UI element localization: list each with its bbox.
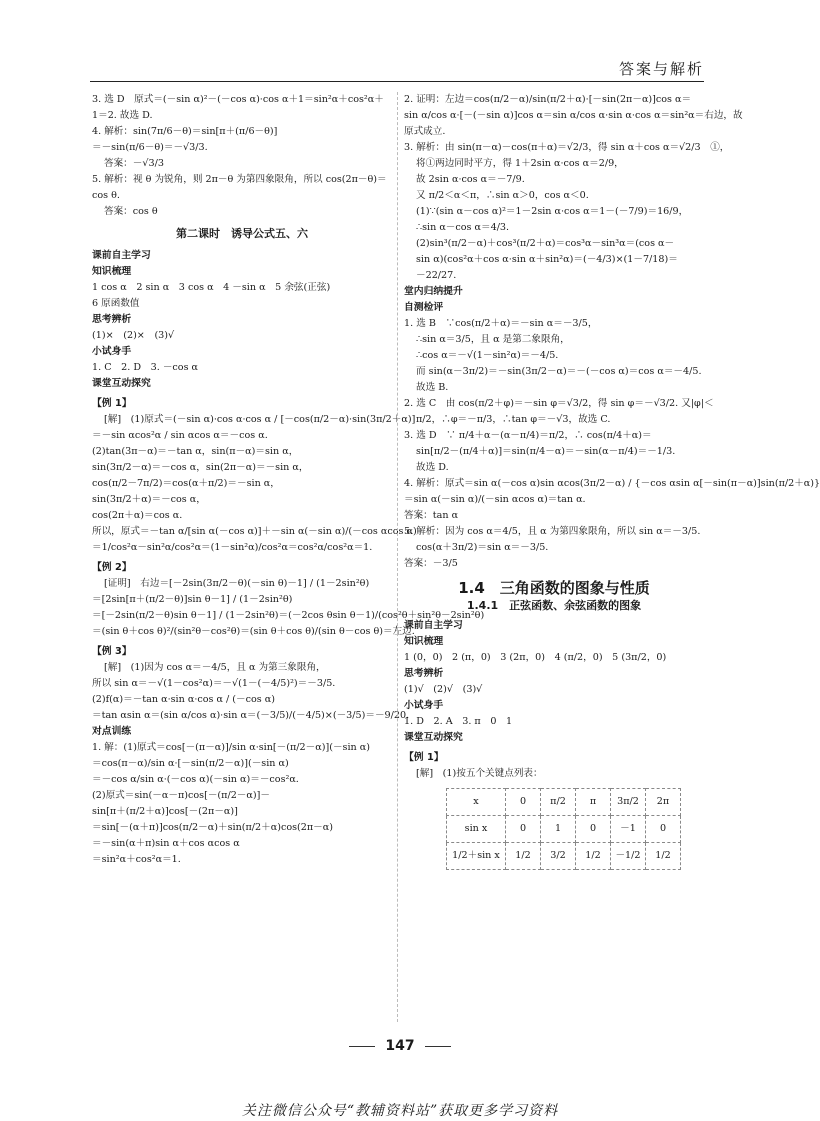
right-line: 原式成立.	[404, 126, 446, 137]
right-line: 故选 D.	[416, 462, 449, 473]
left-line: ＝－sin αcos²α / sin αcos α＝－cos α.	[92, 430, 268, 441]
right-line: 故选 B.	[416, 382, 449, 393]
right-line: 1. 选 B ∵cos(π/2＋α)＝－sin α＝－3/5，	[404, 318, 598, 329]
left-line: 6 原函数值	[92, 298, 140, 309]
left-line: 1＝2. 故选 D.	[92, 110, 153, 121]
table-cell: 3/2	[541, 843, 576, 870]
left-line: ＝－cos α/sin α·(－cos α)(－sin α)＝－cos²α.	[92, 774, 299, 785]
right-line: (1)∵(sin α－cos α)²＝1－2sin α·cos α＝1－(－7/9)＝16/9，	[416, 206, 689, 217]
left-line: 3. 选 D 原式＝(－sin α)²－(－cos α)·cos α＋1＝sin²α＋cos²α＋	[92, 94, 384, 105]
left-line: ＝[2sin[π＋(π/2－θ)]sin θ－1] / (1－2sin²θ)	[92, 594, 293, 605]
right-line: sin[π/2－(π/4＋α)]＝sin(π/4－α)＝－sin(α－π/4)＝－1/3.	[416, 446, 676, 457]
left-line: 【例 3】	[92, 646, 132, 657]
key-points-table	[446, 788, 681, 870]
right-line: [解] (1)按五个关键点列表：	[416, 768, 543, 779]
right-line: 小试身手	[404, 700, 444, 711]
right-line: 知识梳理	[404, 636, 444, 647]
table-cell: 3π/2	[611, 789, 646, 816]
right-line: 自测检评	[404, 302, 444, 313]
left-line: ＝1/cos²α－sin²α/cos²α＝(1－sin²α)/cos²α＝cos²α/cos²α＝1.	[92, 542, 373, 553]
left-line: sin(3π/2＋α)＝－cos α，	[92, 494, 206, 505]
left-line: 知识梳理	[92, 266, 132, 277]
table-cell: 0	[576, 816, 611, 843]
page-number-dash-left	[349, 1046, 375, 1047]
table-cell: 1/2＋sin x	[447, 843, 506, 870]
table-cell: π/2	[541, 789, 576, 816]
left-line: 所以 sin α＝－√(1－cos²α)＝－√(1－(－4/5)²)＝－3/5.	[92, 678, 336, 689]
header-label: 答案与解析	[618, 60, 704, 78]
right-line: 答案：－3/5	[404, 558, 458, 569]
right-column-lines	[404, 92, 820, 782]
left-line: 1. C 2. D 3. －cos α	[92, 362, 199, 373]
table-cell: 0	[506, 789, 541, 816]
right-line: 将①两边同时平方，得 1＋2sin α·cos α＝2/9，	[416, 158, 624, 169]
left-line: ＝sin²α＋cos²α＝1.	[92, 854, 181, 865]
header-rule	[90, 81, 704, 82]
right-line: 2. 证明：左边＝cos(π/2－α)/sin(π/2＋α)·[－sin(2π－α)]cos α＝	[404, 94, 692, 105]
right-column	[404, 92, 820, 870]
left-line: 所以，原式＝－tan α/[sin α(－cos α)]＋－sin α(－sin α)/(－cos αcos α)	[92, 526, 417, 537]
left-line: [解] (1)因为 cos α＝－4/5，且 α 为第三象限角，	[104, 662, 326, 673]
table-cell: π	[576, 789, 611, 816]
left-line: ＝cos(π－α)/sin α·[－sin(π/2－α)](－sin α)	[92, 758, 289, 769]
right-line: 堂内归纳提升	[404, 286, 463, 297]
table-cell: 2π	[646, 789, 681, 816]
left-line: 【例 1】	[92, 398, 132, 409]
right-line: 答案：tan α	[404, 510, 459, 521]
right-line: (2)sin³(π/2－α)＋cos³(π/2＋α)＝cos³α－sin³α＝(cos α－	[416, 238, 675, 249]
page-number-dash-right	[425, 1046, 451, 1047]
left-line: ＝sin[－(α＋π)]cos(π/2－α)＋sin(π/2＋α)cos(2π－α)	[92, 822, 333, 833]
right-line: 1.4 三角函数的图象与性质	[458, 579, 650, 597]
left-line: ＝[－2sin(π/2－θ)sin θ－1] / (1－2sin²θ)＝(－2cos θsin θ－1)/(cos²θ＋sin²θ－2sin²θ)	[92, 610, 485, 621]
right-line: 1.4.1 正弦函数、余弦函数的图象	[466, 599, 642, 612]
left-line: (2)原式＝sin(－α－π)cos[－(π/2－α)]－	[92, 790, 270, 801]
table-cell: x	[447, 789, 506, 816]
right-line: 5. 解析：因为 cos α＝4/5，且 α 为第四象限角，所以 sin α＝－3/5.	[404, 526, 701, 537]
right-line: 1 (0，0) 2 (π，0) 3 (2π，0) 4 (π/2，0) 5 (3π/2，0)	[404, 652, 667, 663]
right-line: π/2，∴φ＝－π/3，∴tan φ＝－√3，故选 C.	[416, 414, 611, 425]
left-line: ＝(sin θ＋cos θ)²/(sin²θ－cos²θ)＝(sin θ＋cos θ)/(sin θ－cos θ)＝左边.	[92, 626, 415, 637]
left-line: ＝－sin(π/6－θ)＝－√3/3.	[92, 142, 208, 153]
left-line: (2)tan(3π－α)＝－tan α，sin(π－α)＝sin α，	[92, 446, 299, 457]
left-line: 课堂互动探究	[92, 378, 151, 389]
table-row	[447, 816, 681, 843]
right-line: 3. 解析：由 sin(π－α)－cos(π＋α)＝√2/3，得 sin α＋cos α＝√2/3 ①，	[404, 142, 730, 153]
right-line: sin α)(cos²α＋cos α·sin α＋sin²α)＝(－4/3)×(1－7/18)＝	[416, 254, 678, 265]
table-cell: 1/2	[576, 843, 611, 870]
left-line: 答案：cos θ	[104, 206, 158, 217]
right-line: 思考辨析	[404, 668, 444, 679]
right-line: －22/27.	[416, 270, 457, 281]
right-line: 3. 选 D ∵ π/4＋α－(α－π/4)＝π/2，∴ cos(π/4＋α)＝	[404, 430, 652, 441]
right-line: cos(α＋3π/2)＝sin α＝－3/5.	[416, 542, 549, 553]
table-cell: sin x	[447, 816, 506, 843]
right-line: ∴cos α＝－√(1－sin²α)＝－4/5.	[416, 350, 559, 361]
left-line: cos(2π＋α)＝cos α.	[92, 510, 183, 521]
table-cell: 1/2	[506, 843, 541, 870]
left-line: 答案：－√3/3	[104, 158, 164, 169]
left-line: 1. 解：(1)原式＝cos[－(π－α)]/sin α·sin[－(π/2－α)](－sin α)	[92, 742, 370, 753]
left-line: 1 cos α 2 sin α 3 cos α 4 －sin α 5 余弦(正弦)	[92, 282, 331, 293]
table-row	[447, 789, 681, 816]
left-line: 4. 解析：sin(7π/6－θ)＝sin[π＋(π/6－θ)]	[92, 126, 278, 137]
right-line: 故 2sin α·cos α＝－7/9.	[416, 174, 525, 185]
right-line: 2. 选 C 由 cos(π/2＋φ)＝－sin φ＝√3/2，得 sin φ＝－√3/2. 又|φ|＜	[404, 398, 714, 409]
left-line: sin[π＋(π/2＋α)]cos[－(2π－α)]	[92, 806, 238, 817]
right-line: ∴sin α＝3/5，且 α 是第二象限角，	[416, 334, 570, 345]
left-line: 对点训练	[92, 726, 132, 737]
left-line: 小试身手	[92, 346, 132, 357]
left-line: ＝－sin(α＋π)sin α＋cos αcos α	[92, 838, 240, 849]
table-cell: －1	[611, 816, 646, 843]
right-line: ＝sin α(－sin α)/(－sin αcos α)＝tan α.	[404, 494, 586, 505]
left-line: cos θ.	[92, 190, 120, 201]
table-cell: －1/2	[611, 843, 646, 870]
right-line: 又 π/2＜α＜π，∴sin α＞0，cos α＜0.	[416, 190, 589, 201]
right-line: 4. 解析：原式＝sin α(－cos α)sin αcos(3π/2－α) / {－cos αsin α[－sin(π－α)]sin(π/2＋α)}	[404, 478, 820, 489]
left-line: [证明] 右边＝[－2sin(3π/2－θ)(－sin θ)－1] / (1－2sin²θ)	[104, 578, 370, 589]
right-line: 课堂互动探究	[404, 732, 463, 743]
left-line: [解] (1)原式＝(－sin α)·cos α·cos α / [－cos(π/2－α)·sin(3π/2＋α)]	[104, 414, 416, 425]
table-cell: 1/2	[646, 843, 681, 870]
left-line: (2)f(α)＝－tan α·sin α·cos α / (－cos α)	[92, 694, 275, 705]
right-line: 课前自主学习	[404, 620, 463, 631]
right-line: 1. D 2. A 3. π 0 1	[404, 716, 513, 727]
page-number	[0, 1038, 800, 1054]
left-line: 5. 解析：视 θ 为锐角，则 2π－θ 为第四象限角，所以 cos(2π－θ)＝	[92, 174, 387, 185]
left-line: cos(π/2－7π/2)＝cos(α＋π/2)＝－sin α，	[92, 478, 280, 489]
left-line: 【例 2】	[92, 562, 132, 573]
right-line: 【例 1】	[404, 752, 444, 763]
footer-note: 关注微信公众号“教辅资料站”获取更多学习资料	[241, 1103, 559, 1119]
table-cell: 0	[506, 816, 541, 843]
right-line: sin α/cos α·[－(－sin α)]cos α＝sin α/cos α·sin α·cos α＝sin²α＝右边，故	[404, 110, 743, 121]
left-line: 第二课时 诱导公式五、六	[176, 227, 308, 240]
right-line: (1)√ (2)√ (3)√	[404, 684, 483, 695]
left-line: 思考辨析	[92, 314, 132, 325]
left-line: ＝tan αsin α＝(sin α/cos α)·sin α＝(－3/5)/(－4/5)×(－3/5)＝－9/20.	[92, 710, 410, 721]
right-line: ∴sin α－cos α＝4/3.	[416, 222, 510, 233]
table-cell: 1	[541, 816, 576, 843]
column-divider	[397, 92, 398, 1022]
right-line: 而 sin(α－3π/2)＝－sin(3π/2－α)＝－(－cos α)＝cos α＝－4/5.	[416, 366, 702, 377]
page-number-value: 147	[385, 1038, 415, 1054]
left-line: sin(3π/2－α)＝－cos α，sin(2π－α)＝－sin α，	[92, 462, 309, 473]
table-row	[447, 843, 681, 870]
left-line: 课前自主学习	[92, 250, 151, 261]
left-line: (1)× (2)× (3)√	[92, 330, 175, 341]
table-cell: 0	[646, 816, 681, 843]
